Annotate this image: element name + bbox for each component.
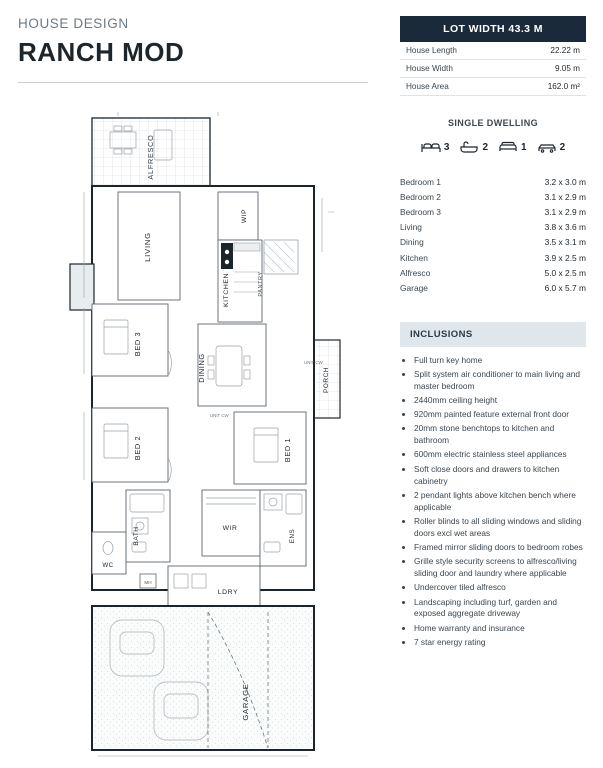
garage-count-value: 2 — [559, 141, 566, 153]
spec-value: 22.22 m — [550, 46, 580, 55]
plan-label-kitchen: KITCHEN — [223, 272, 230, 308]
room-name: Bedroom 1 — [400, 176, 441, 187]
room-size: 3.1 x 2.9 m — [544, 206, 586, 217]
room-size: 5.0 x 2.5 m — [544, 267, 586, 278]
room-size: 3.9 x 2.5 m — [544, 252, 586, 263]
plan-label-mh: MH — [144, 580, 152, 585]
plan-label-wir: WIR — [222, 525, 238, 532]
house-spec-table — [400, 42, 586, 96]
page-title: RANCH MOD — [18, 37, 185, 67]
inclusions-list — [400, 355, 586, 649]
bath-count-value: 2 — [482, 141, 488, 153]
list-item: • 20mm stone benchtops to kitchen and bathroom — [414, 423, 586, 447]
room-name: Living — [400, 222, 422, 233]
bath-count — [459, 140, 488, 154]
room-size: 3.8 x 3.6 m — [544, 222, 586, 233]
list-item — [400, 220, 586, 235]
list-item: • Soft close doors and drawers to kitchen cabinetry — [414, 464, 586, 488]
living-icon — [498, 140, 518, 154]
spec-label: House Area — [406, 82, 449, 91]
list-item: • Full turn key home — [414, 355, 586, 367]
list-item: • Roller blinds to all sliding windows and sliding doors excl wet areas — [414, 516, 586, 540]
plan-label-garage: GARAGE — [241, 683, 250, 721]
list-item: • 2440mm ceiling height — [414, 395, 586, 407]
list-item: • Grille style security screens to alfresco/living sliding door and laundry where applicable — [414, 556, 586, 580]
list-item — [400, 265, 586, 280]
room-name: Kitchen — [400, 252, 428, 263]
page-eyebrow: HOUSE DESIGN — [18, 16, 129, 31]
plan-label-bed3: BED 3 — [133, 331, 142, 357]
room-size: 3.2 x 3.0 m — [544, 176, 586, 187]
list-item — [400, 235, 586, 250]
bath-icon — [459, 140, 479, 154]
room-name: Alfresco — [400, 267, 431, 278]
plan-label-pantry: PANTRY — [258, 271, 264, 297]
spec-value: 9.05 m — [554, 64, 580, 73]
room-size: 3.1 x 2.9 m — [544, 191, 586, 202]
plan-label-bed1: BED 1 — [283, 437, 292, 463]
plan-label-porch: PORCH — [323, 366, 330, 394]
list-item: • Undercover tiled alfresco — [414, 582, 586, 594]
plan-label-dining: DINING — [197, 353, 206, 383]
bed-icon — [421, 140, 441, 154]
plan-label-unit-cw-2: UNIT CW — [210, 413, 229, 418]
list-item: • Landscaping including turf, garden and exposed aggregate driveway — [414, 597, 586, 621]
floor-plan-svg — [58, 112, 368, 757]
list-item: • Split system air conditioner to main living and master bedroom — [414, 369, 586, 393]
list-item: • 920mm painted feature external front door — [414, 409, 586, 421]
plan-label-wc: WC — [102, 562, 114, 569]
inclusions-heading: INCLUSIONS — [400, 322, 586, 347]
bed-count-value: 3 — [443, 141, 450, 153]
plan-label-bed2: BED 2 — [133, 435, 142, 461]
room-name: Bedroom 3 — [400, 206, 441, 217]
floor-plan — [58, 112, 368, 757]
plan-label-ens: ENS — [289, 528, 296, 544]
room-size: 3.5 x 3.1 m — [544, 237, 586, 248]
table-row — [400, 60, 586, 78]
living-count — [498, 140, 527, 154]
list-item — [400, 280, 586, 295]
dwelling-counts — [400, 140, 586, 154]
room-size-list — [400, 174, 586, 296]
list-item: • 2 pendant lights above kitchen bench where applicable — [414, 490, 586, 514]
bed-count — [421, 140, 450, 154]
list-item: • Home warranty and insurance — [414, 623, 586, 635]
plan-label-unit-cw-1: UNIT CW — [304, 360, 323, 365]
spec-label: House Length — [406, 46, 457, 55]
plan-label-alfresco: ALFRESCO — [146, 134, 155, 180]
list-item: • 7 star energy rating — [414, 637, 586, 649]
header-divider — [18, 82, 368, 83]
garage-car-icon — [537, 140, 557, 154]
spec-label: House Width — [406, 64, 453, 73]
room-name: Dining — [400, 237, 424, 248]
garage-count — [537, 140, 566, 154]
room-name: Bedroom 2 — [400, 191, 441, 202]
lot-width-bar: LOT WIDTH 43.3 M — [400, 16, 586, 42]
list-item — [400, 189, 586, 204]
list-item: • Framed mirror sliding doors to bedroom robes — [414, 542, 586, 554]
room-name: Garage — [400, 282, 428, 293]
single-dwelling-heading: SINGLE DWELLING — [448, 118, 538, 128]
room-size: 6.0 x 5.7 m — [544, 282, 586, 293]
living-count-value: 1 — [521, 141, 527, 153]
list-item — [400, 204, 586, 219]
right-column — [400, 16, 586, 651]
list-item — [400, 174, 586, 189]
plan-label-ldry: LDRY — [217, 589, 239, 596]
table-row — [400, 42, 586, 60]
plan-label-wip: WIP — [241, 208, 248, 224]
table-row — [400, 78, 586, 96]
spec-value: 162.0 m² — [547, 82, 580, 91]
plan-label-bath: BATH — [133, 526, 140, 546]
page-header — [18, 16, 378, 83]
list-item — [400, 250, 586, 265]
plan-label-living: LIVING — [143, 232, 152, 262]
list-item: • 600mm electric stainless steel appliances — [414, 449, 586, 461]
